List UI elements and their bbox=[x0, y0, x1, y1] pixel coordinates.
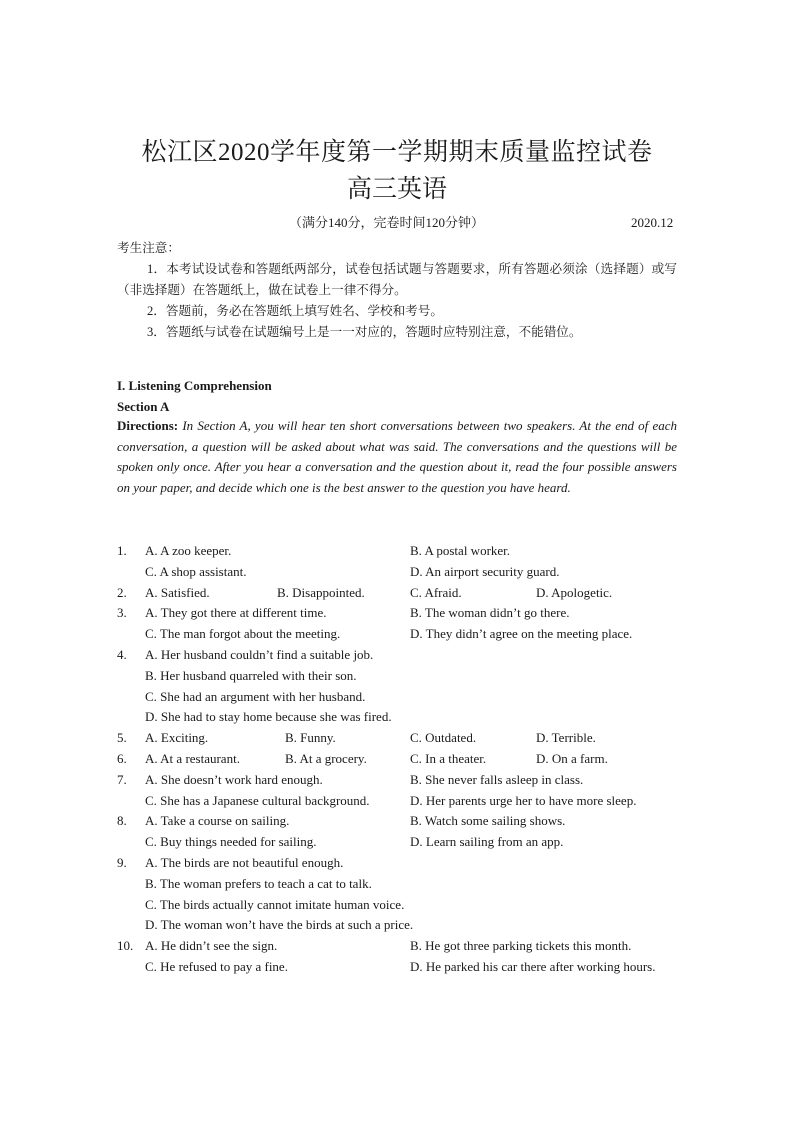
part-heading: I. Listening Comprehension bbox=[117, 378, 272, 393]
option-a: A. A zoo keeper. bbox=[145, 543, 232, 558]
question-row bbox=[117, 645, 687, 666]
question-number: 7. bbox=[117, 771, 127, 787]
question-row bbox=[117, 707, 687, 728]
question-row bbox=[117, 874, 687, 895]
option-c: C. She has a Japanese cultural background. bbox=[145, 792, 370, 808]
option-c: C. A shop assistant. bbox=[145, 563, 247, 579]
option-b: B. The woman didn’t go there. bbox=[410, 605, 570, 621]
option-d: D. Apologetic. bbox=[536, 584, 613, 600]
option-a: A. The birds are not beautiful enough. bbox=[145, 854, 344, 870]
option-d: D. On a farm. bbox=[536, 750, 608, 766]
option-b: B. The woman prefers to teach a cat to talk. bbox=[145, 875, 372, 891]
exam-title: 松江区2020学年度第一学期期末质量监控试卷 bbox=[141, 139, 653, 166]
question-row bbox=[117, 770, 687, 791]
option-a: A. Satisfied. bbox=[145, 584, 210, 600]
notice-item: 2．答题前，务必在答题纸上填写姓名、学校和考号。 bbox=[147, 304, 443, 318]
question-row bbox=[117, 915, 687, 936]
option-a: A. He didn’t see the sign. bbox=[145, 938, 278, 954]
question-row bbox=[117, 583, 687, 604]
option-d: D. Her parents urge her to have more sleep. bbox=[410, 792, 637, 808]
notice-item: 1．本考试设试卷和答题纸两部分，试卷包括试题与答题要求，所有答题必须涂（选择题）或写（非选择题）在答题纸上，做在试卷上一律不得分。 bbox=[117, 262, 677, 297]
option-c: C. Buy things needed for sailing. bbox=[145, 834, 317, 850]
question-row bbox=[117, 895, 687, 916]
question-list bbox=[117, 541, 687, 978]
question-row bbox=[117, 541, 687, 562]
exam-subject: 高三英语 bbox=[346, 176, 447, 203]
notice-title: 考生注意： bbox=[117, 241, 180, 255]
question-number: 5. bbox=[117, 730, 127, 746]
option-a: A. Take a course on sailing. bbox=[145, 813, 290, 829]
directions-text: In Section A, you will hear ten short conversations between two speakers. At the end of each conversation, a question will be asked about what was said. The conversations and the questions will be spoken only once. After you hear a conversation and the question about it, read the four possible answers on your paper, and decide which one is the best answer to the question you have heard. bbox=[117, 418, 677, 496]
option-d: D. Terrible. bbox=[536, 730, 596, 746]
question-number: 8. bbox=[117, 813, 127, 829]
notice-list bbox=[117, 259, 677, 343]
question-row bbox=[117, 749, 687, 770]
question-row bbox=[117, 957, 687, 978]
question-row bbox=[117, 624, 687, 645]
question-row bbox=[117, 728, 687, 749]
option-b: B. Her husband quarreled with their son. bbox=[145, 667, 357, 683]
option-b: B. A postal worker. bbox=[410, 543, 511, 558]
exam-date: 2020.12 bbox=[631, 215, 674, 230]
option-d: D. She had to stay home because she was fired. bbox=[145, 709, 392, 725]
question-row bbox=[117, 853, 687, 874]
score-info: （满分140分，完卷时间120分钟） bbox=[289, 215, 485, 230]
question-row bbox=[117, 791, 687, 812]
option-d: D. He parked his car there after working hours. bbox=[410, 958, 656, 974]
directions-paragraph bbox=[117, 416, 677, 499]
question-number: 6. bbox=[117, 750, 127, 766]
option-b: B. Funny. bbox=[285, 730, 336, 746]
question-row bbox=[117, 687, 687, 708]
option-a: A. At a restaurant. bbox=[145, 750, 240, 766]
option-b: B. Disappointed. bbox=[277, 584, 365, 600]
option-c: C. In a theater. bbox=[410, 750, 487, 766]
option-c: C. The man forgot about the meeting. bbox=[145, 626, 341, 642]
option-c: C. Outdated. bbox=[410, 730, 477, 746]
question-number: 3. bbox=[117, 605, 127, 621]
question-number: 9. bbox=[117, 854, 127, 870]
question-number: 10. bbox=[117, 938, 134, 954]
option-d: D. Learn sailing from an app. bbox=[410, 834, 564, 850]
option-c: C. He refused to pay a fine. bbox=[145, 958, 288, 974]
notice-item: 3．答题纸与试卷在试题编号上是一一对应的，答题时应特别注意，不能错位。 bbox=[147, 325, 582, 339]
question-number: 4. bbox=[117, 646, 127, 662]
option-a: A. Exciting. bbox=[145, 730, 209, 746]
option-d: D. They didn’t agree on the meeting place. bbox=[410, 626, 633, 642]
option-b: B. Watch some sailing shows. bbox=[410, 813, 566, 829]
question-row bbox=[117, 666, 687, 687]
question-row bbox=[117, 562, 687, 583]
section-heading: Section A bbox=[117, 399, 170, 414]
question-row bbox=[117, 936, 687, 957]
option-d: D. An airport security guard. bbox=[410, 563, 560, 579]
option-c: C. Afraid. bbox=[410, 584, 462, 600]
option-b: B. She never falls asleep in class. bbox=[410, 771, 584, 787]
option-d: D. The woman won’t have the birds at such a price. bbox=[145, 917, 414, 933]
option-b: B. At a grocery. bbox=[285, 750, 367, 766]
exam-meta bbox=[0, 213, 794, 233]
option-b: B. He got three parking tickets this month. bbox=[410, 938, 632, 954]
question-row bbox=[117, 603, 687, 624]
question-row bbox=[117, 832, 687, 853]
option-a: A. She doesn’t work hard enough. bbox=[145, 771, 323, 787]
question-number: 2. bbox=[117, 584, 127, 600]
option-c: C. The birds actually cannot imitate human voice. bbox=[145, 896, 405, 912]
option-a: A. They got there at different time. bbox=[145, 605, 327, 621]
question-number: 1. bbox=[117, 543, 127, 558]
directions-label: Directions: bbox=[117, 418, 179, 433]
option-c: C. She had an argument with her husband. bbox=[145, 688, 366, 704]
question-row bbox=[117, 811, 687, 832]
option-a: A. Her husband couldn’t find a suitable job. bbox=[145, 646, 374, 662]
